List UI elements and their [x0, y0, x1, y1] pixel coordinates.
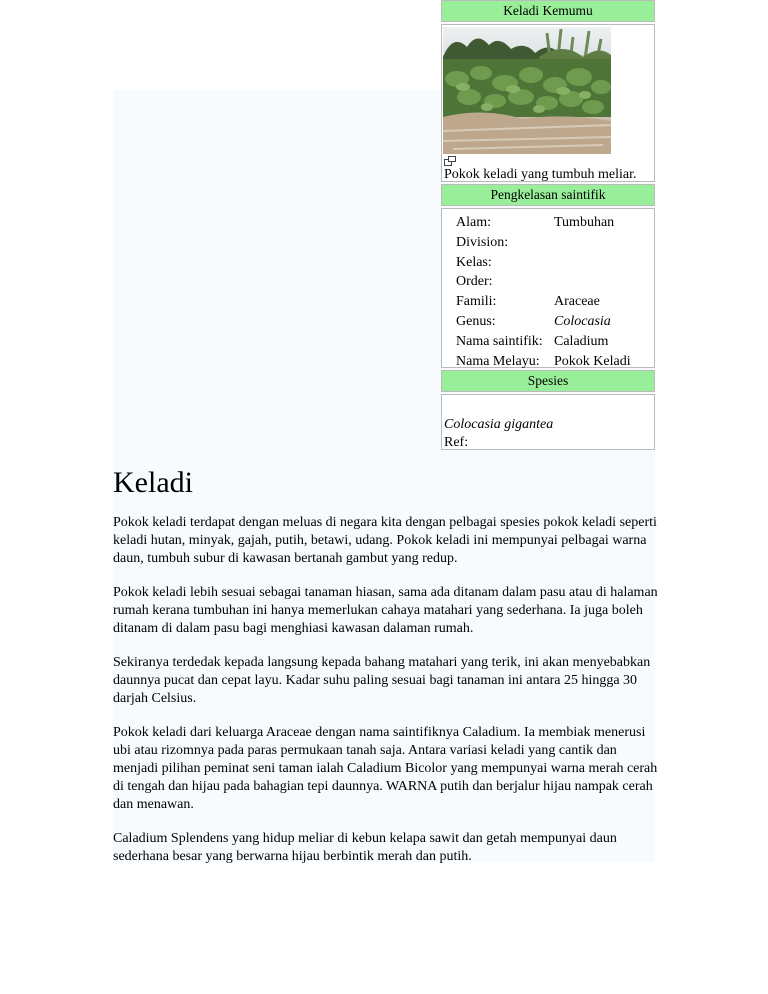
- article-body: [113, 514, 658, 882]
- infobox: [441, 0, 655, 452]
- row-value: Caladium: [554, 333, 609, 349]
- classification-header: Pengkelasan saintifik: [441, 184, 655, 206]
- paragraph: Caladium Splendens yang hidup meliar di kebun kelapa sawit dan getah mempunyai daun sederhana besar yang berwarna hijau berbintik merah dan putih.: [113, 831, 617, 864]
- classification-row-genus: [456, 312, 654, 332]
- classification-row-famili: [456, 292, 654, 312]
- classification-row-division: [456, 233, 654, 253]
- classification-row-kelas: [456, 253, 654, 273]
- species-cell: [441, 394, 655, 450]
- paragraph: Pokok keladi terdapat dengan meluas di negara kita dengan pelbagai spesies pokok keladi seperti keladi hutan, minyak, gajah, putih, betawi, udang. Pokok keladi ini mempunyai pelbagai warna daun, tumbuh subur di kawasan bertanah gambut yang redup.: [113, 515, 657, 566]
- image-caption: Pokok keladi yang tumbuh meliar.: [444, 167, 637, 182]
- ref-label: Ref:: [444, 435, 469, 450]
- row-label: Nama saintifik:: [456, 333, 543, 349]
- species-header: Spesies: [441, 370, 655, 392]
- paragraph: Pokok keladi dari keluarga Araceae dengan nama saintifiknya Caladium. Ia membiak menerusi ubi atau rizomnya pada paras permukaan tanah saja. Antara variasi keladi yang cantik dan menjadi pilihan peminat seni taman ialah Caladium Bicolor yang mempunyai warna merah cerah di tengah dan hijau pada bahagian tepi daunnya. WARNA putih dan berjalur hijau nampak cerah dan menawan.: [113, 725, 658, 812]
- row-label: Division:: [456, 234, 509, 250]
- article-title: Keladi: [113, 466, 193, 499]
- infobox-title: Keladi Kemumu: [441, 0, 655, 22]
- classification-row-order: [456, 272, 654, 292]
- row-label: Nama Melayu:: [456, 353, 540, 369]
- row-value: Pokok Keladi: [554, 353, 631, 369]
- paragraph: Sekiranya terdedak kepada langsung kepada bahang matahari yang terik, ini akan menyebabkan daunnya pucat dan cepat layu. Kadar suhu paling sesuai bagi tanaman ini antara 25 hingga 30 darjah Celsius.: [113, 655, 651, 706]
- row-label: Order:: [456, 274, 493, 290]
- classification-table: [441, 208, 655, 368]
- row-label: Famili:: [456, 294, 497, 310]
- classification-row-alam: [456, 213, 654, 233]
- row-label: Alam:: [456, 215, 491, 230]
- taro-plant-photo[interactable]: [443, 27, 611, 154]
- infobox-image-cell: [441, 24, 655, 182]
- row-value: Colocasia: [554, 313, 611, 329]
- row-value: Araceae: [554, 294, 600, 310]
- species-name: Colocasia gigantea: [444, 417, 554, 432]
- row-label: Kelas:: [456, 254, 492, 270]
- classification-row-nama-melayu: [456, 352, 654, 372]
- row-label: Genus:: [456, 313, 496, 329]
- classification-row-nama-saintifik: [456, 332, 654, 352]
- row-value: Tumbuhan: [554, 215, 615, 230]
- paragraph: Pokok keladi lebih sesuai sebagai tanaman hiasan, sama ada ditanam dalam pasu atau di halaman rumah kerana tumbuhan ini hanya memerlukan cahaya matahari yang sederhana. Ia juga boleh ditanam di dalam pasu bagi menghiasi kawasan dalaman rumah.: [113, 585, 658, 636]
